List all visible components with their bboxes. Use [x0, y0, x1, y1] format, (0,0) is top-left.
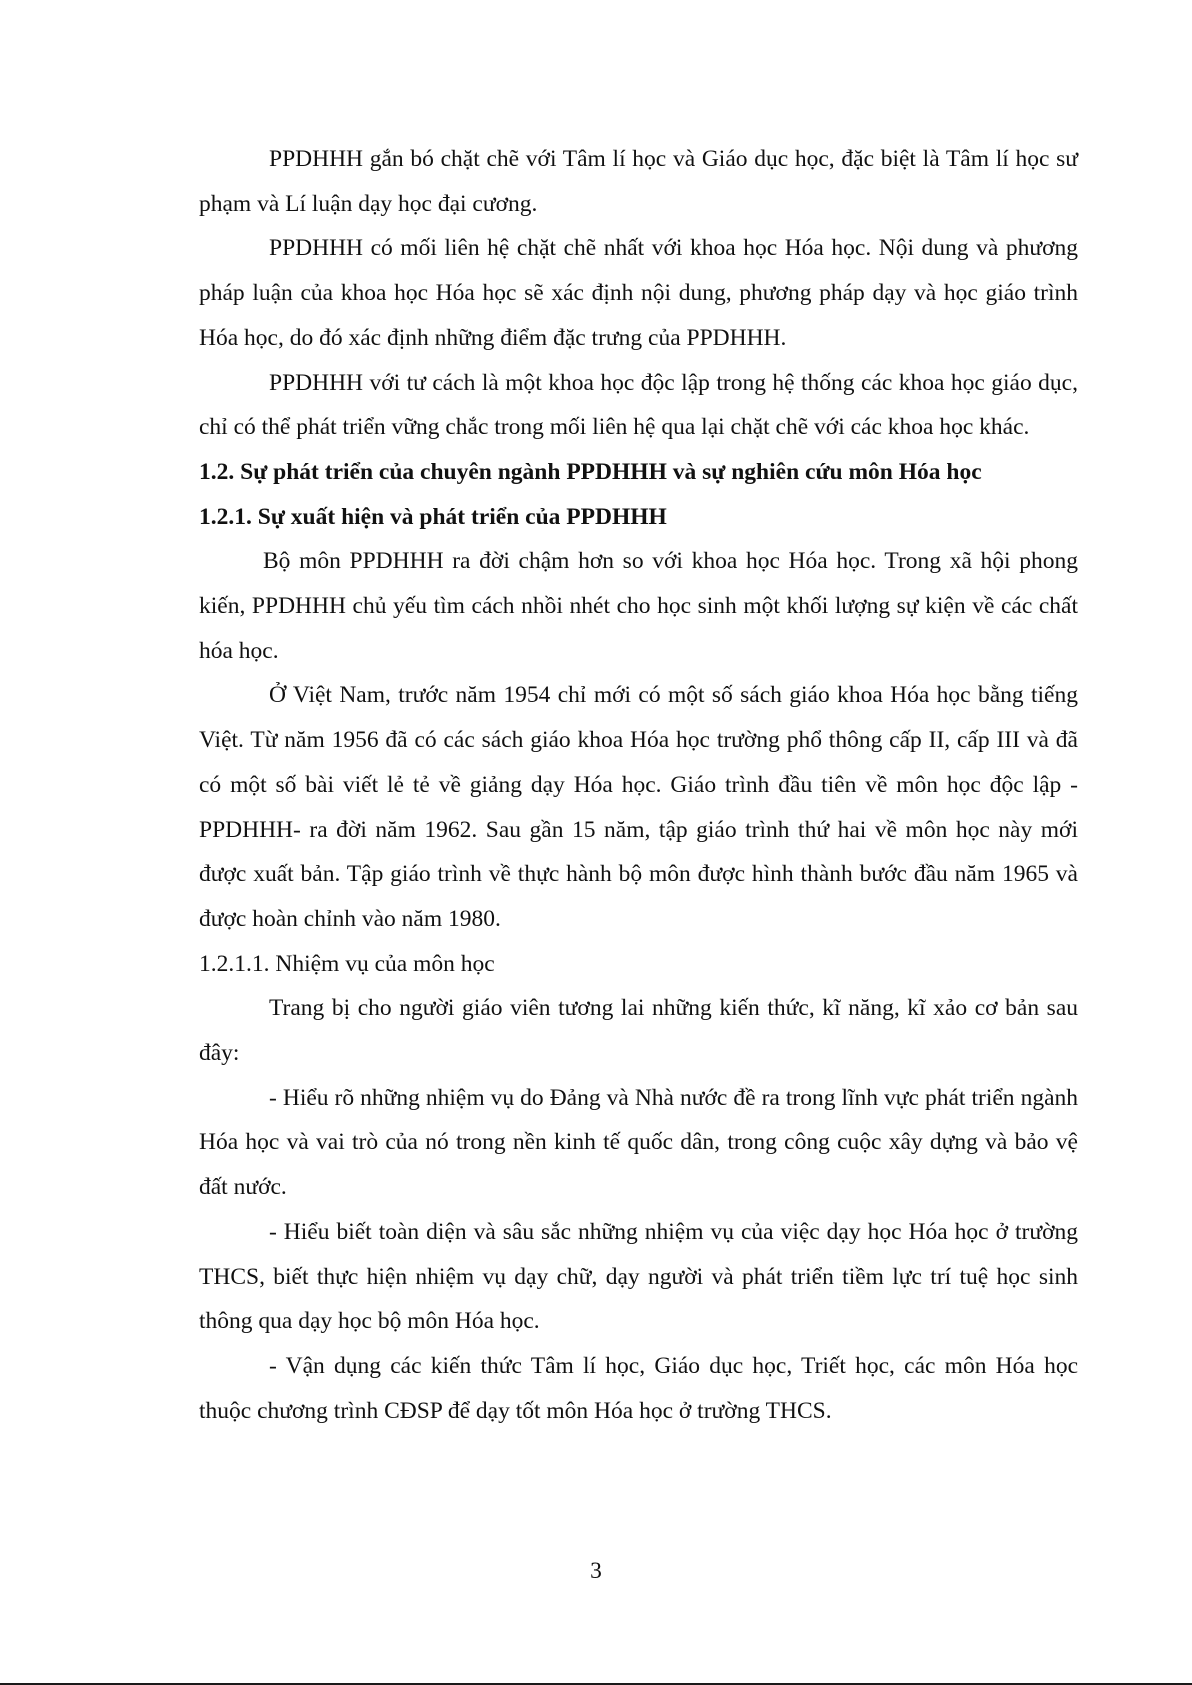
paragraph-tasks-intro: Trang bị cho người giáo viên tương lai những kiến thức, kĩ năng, kĩ xảo cơ bản sau đây:: [199, 995, 1078, 1067]
paragraph-origin: Bộ môn PPDHHH ra đời chậm hơn so với khoa học Hóa học. Trong xã hội phong kiến, PPDHHH chủ yếu tìm cách nhồi nhét cho học sinh một khối lượng sự kiện về các chất hóa học.: [199, 548, 1078, 664]
list-item-comprehensive-knowledge: - Hiểu biết toàn diện và sâu sắc những nhiệm vụ của việc dạy học Hóa học ở trường THCS, biết thực hiện nhiệm vụ dạy chữ, dạy người và phát triển tiềm lực trí tuệ học sinh thông qua dạy học bộ môn Hóa học.: [199, 1218, 1078, 1335]
section-heading-1-2: 1.2. Sự phát triển của chuyên ngành PPDHHH và sự nghiên cứu môn Hóa học: [199, 458, 982, 485]
section-heading-1-2-1: 1.2.1. Sự xuất hiện và phát triển của PPDHHH: [199, 503, 667, 530]
paragraph-independent-science: PPDHHH với tư cách là một khoa học độc lập trong hệ thống các khoa học giáo dục, chỉ có thể phát triển vững chắc trong mối liên hệ qua lại chặt chẽ với các khoa học khác.: [199, 369, 1078, 441]
page-number: 3: [590, 1558, 602, 1584]
paragraph-relation-psychology: PPDHHH gắn bó chặt chẽ với Tâm lí học và Giáo dục học, đặc biệt là Tâm lí học sư phạm và Lí luận dạy học đại cương.: [199, 146, 1078, 217]
paragraph-vietnam-history: Ở Việt Nam, trước năm 1954 chỉ mới có một số sách giáo khoa Hóa học bằng tiếng Việt. Từ năm 1956 đã có các sách giáo khoa Hóa học trường phổ thông cấp II, cấp III và đã có một số bài viết lẻ tẻ về giảng dạy Hóa học. Giáo trình đầu tiên về môn học độc lập -PPDHHH- ra đời năm 1962. Sau gần 15 năm, tập giáo trình thứ hai về môn học này mới được xuất bản. Tập giáo trình về thực hành bộ môn được hình thành bước đầu năm 1965 và được hoàn chỉnh vào năm 1980.: [199, 682, 1078, 932]
list-item-understand-tasks: - Hiểu rõ những nhiệm vụ do Đảng và Nhà nước đề ra trong lĩnh vực phát triển ngành Hóa học và vai trò của nó trong nền kinh tế quốc dân, trong công cuộc xây dựng và bảo vệ đất nước.: [199, 1084, 1078, 1201]
page-body: [199, 137, 1078, 1433]
section-heading-1-2-1-1: 1.2.1.1. Nhiệm vụ của môn học: [199, 950, 495, 977]
paragraph-relation-chemistry: PPDHHH có mối liên hệ chặt chẽ nhất với khoa học Hóa học. Nội dung và phương pháp luận của khoa học Hóa học sẽ xác định nội dung, phương pháp dạy và học giáo trình Hóa học, do đó xác định những điểm đặc trưng của PPDHHH.: [199, 235, 1078, 351]
list-item-apply-knowledge: - Vận dụng các kiến thức Tâm lí học, Giáo dục học, Triết học, các môn Hóa học thuộc chương trình CĐSP để dạy tốt môn Hóa học ở trường THCS.: [199, 1352, 1078, 1424]
